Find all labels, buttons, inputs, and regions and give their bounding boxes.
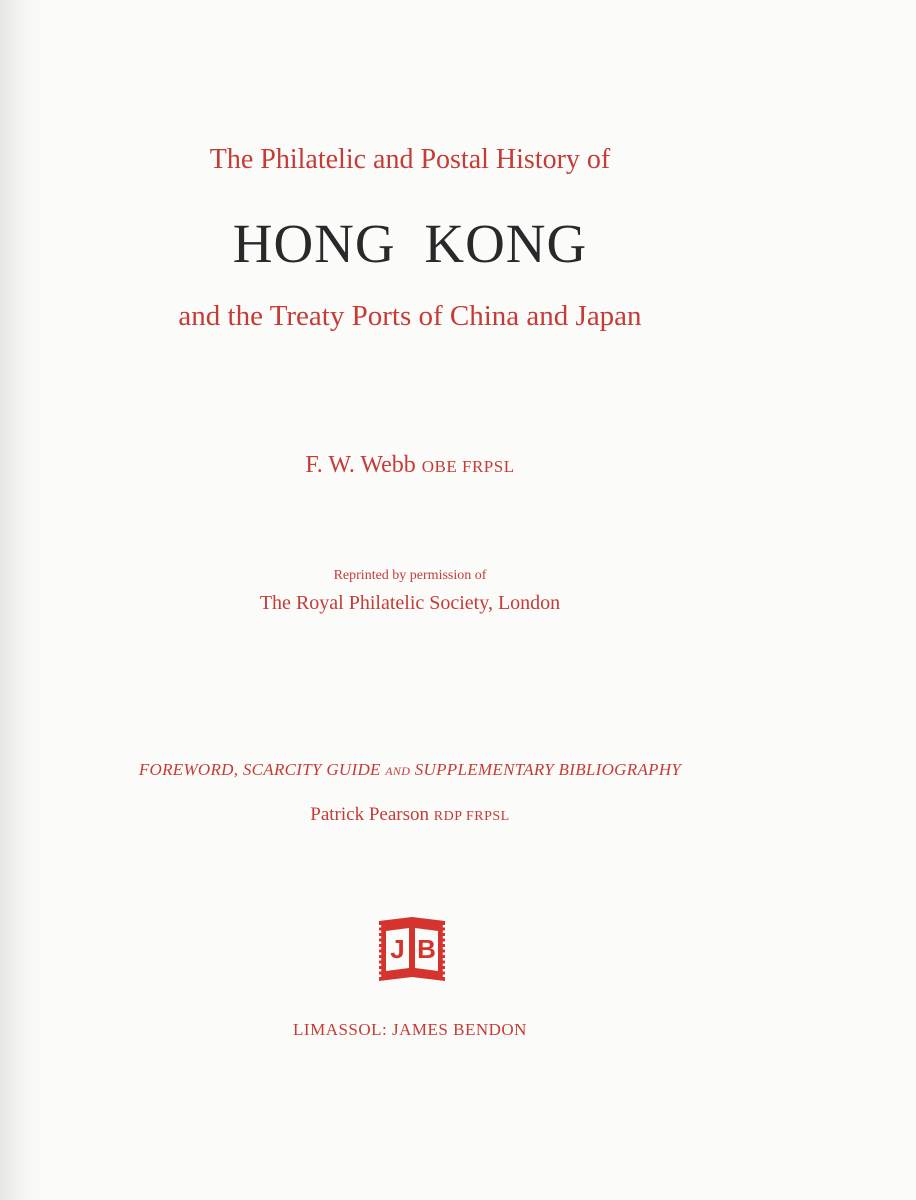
editor-postnominals: RDP FRPSL xyxy=(433,809,510,824)
logo-letter-b: B xyxy=(417,934,436,964)
publisher-logo-icon xyxy=(376,913,448,985)
author-postnominals: OBE FRPSL xyxy=(421,457,515,476)
editor-name: Patrick Pearson xyxy=(310,804,429,825)
main-title: HONG KONG xyxy=(232,213,588,274)
foreword-and: AND xyxy=(385,764,411,778)
foreword-part1: FOREWORD, SCARCITY GUIDE xyxy=(138,760,381,779)
author-line xyxy=(0,452,820,479)
subtitle-top: The Philatelic and Postal History of xyxy=(209,144,611,175)
logo-letter-j: J xyxy=(390,934,405,964)
foreword-line xyxy=(0,760,820,780)
society-name: The Royal Philatelic Society, London xyxy=(259,592,561,614)
editor-line xyxy=(0,804,820,826)
reprint-note: Reprinted by permission of xyxy=(333,568,487,583)
foreword-part2: SUPPLEMENTARY BIBLIOGRAPHY xyxy=(414,760,682,779)
author-name: F. W. Webb xyxy=(305,452,416,478)
subtitle-bottom: and the Treaty Ports of China and Japan xyxy=(178,300,642,332)
publisher-imprint: LIMASSOL: JAMES BENDON xyxy=(293,1020,527,1039)
